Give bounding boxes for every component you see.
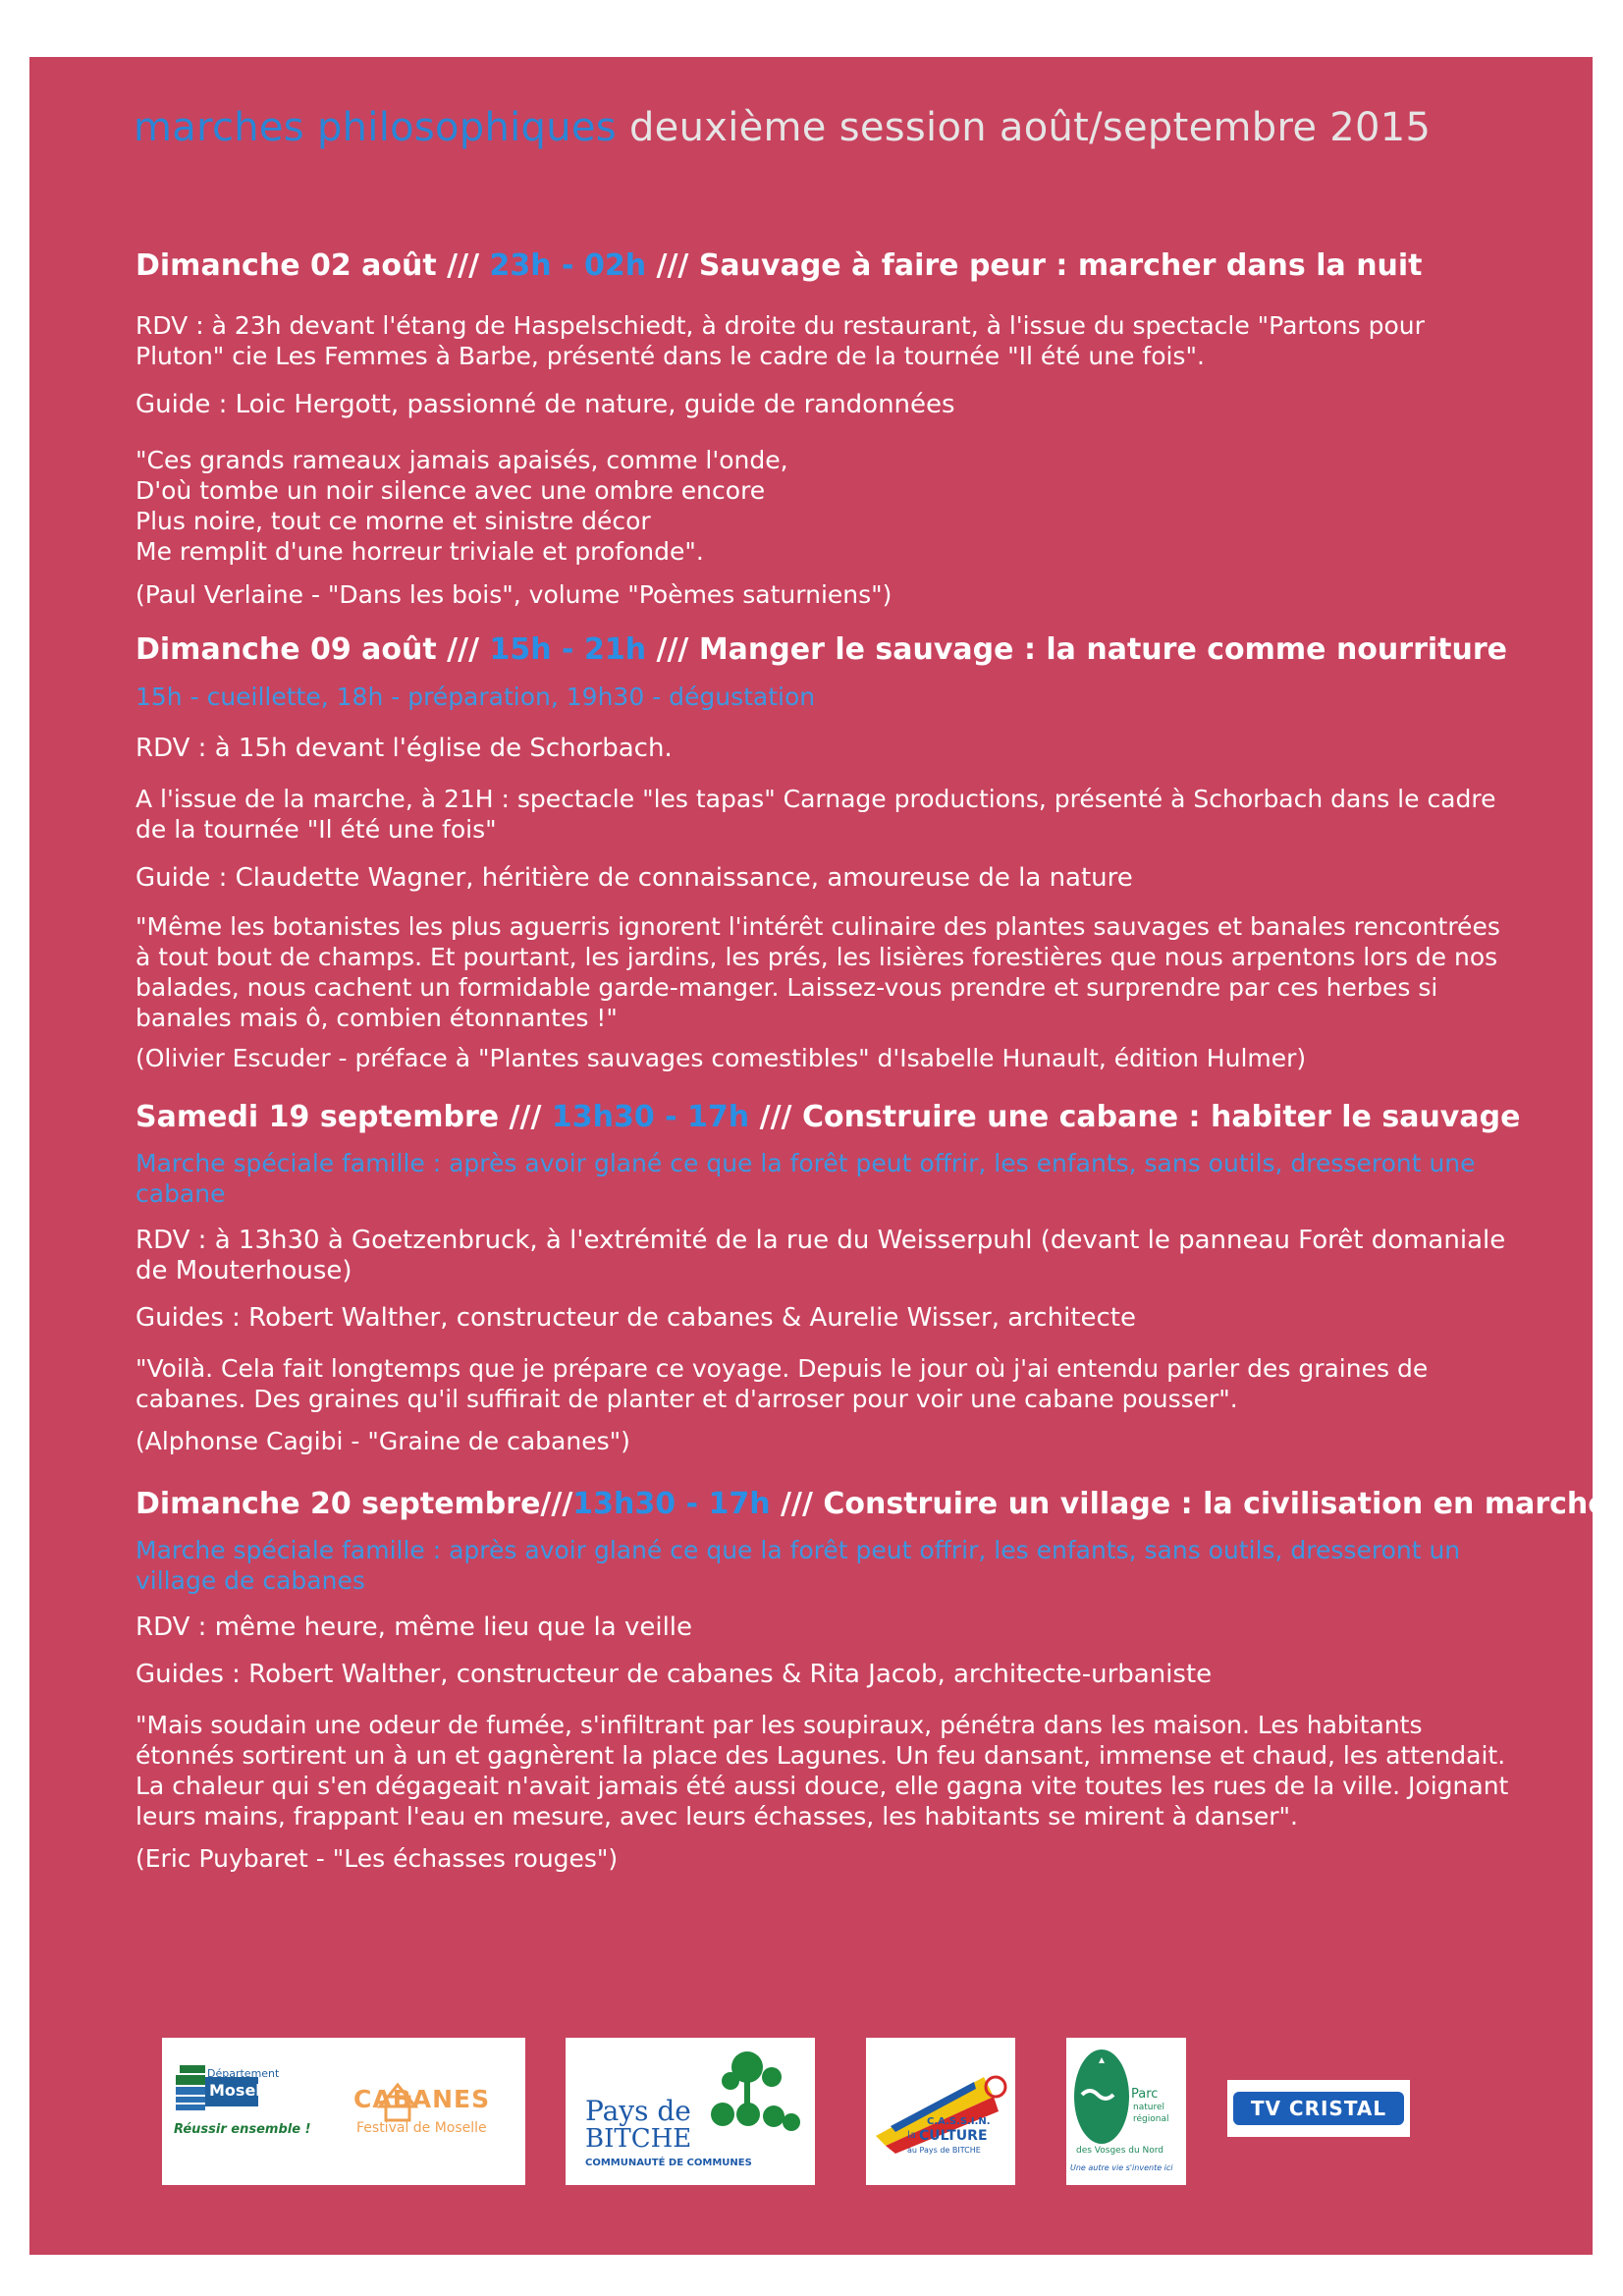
session-section bbox=[135, 1486, 1608, 1874]
logo-tv-cristal bbox=[1227, 2080, 1410, 2137]
cabanes-sub: Festival de Moselle bbox=[356, 2120, 487, 2136]
page-title bbox=[134, 105, 1432, 150]
session-guide: Guides : Robert Walther, constructeur de cabanes & Aurelie Wisser, architecte bbox=[135, 1303, 1136, 1333]
session-heading: Samedi 19 septembre /// 13h30 - 17h /// Construire une cabane : habiter le sauvage bbox=[135, 1100, 1521, 1134]
session-quote: "Mais soudain une odeur de fumée, s'infiltrant par les soupiraux, pénétra dans les maison. Les habitants étonnés sortirent un à un et gagnèrent la place des Lagunes. Un feu dansant, immense et chaud, les attendait. La chaleur qui s'en dégageait n'avait jamais été aussi douce, elle gagna vite toutes les rues de la ville. Joignant leurs mains, frappant l'eau en mesure, avec leurs échasses, les habitants se mirent à danser". bbox=[135, 1711, 1509, 1831]
bitche-line2: BITCHE bbox=[585, 2124, 692, 2154]
logo-cassin bbox=[866, 2038, 1015, 2185]
session-source: (Eric Puybaret - "Les échasses rouges") bbox=[135, 1844, 619, 1873]
cassin-culture: CULTURE bbox=[919, 2128, 988, 2144]
title-dates: août/septembre 2015 bbox=[999, 105, 1432, 150]
parc-word: Parc bbox=[1131, 2087, 1159, 2102]
cassin-name: C.A.S.S.I.N. bbox=[927, 2116, 991, 2127]
moselle-slogan: Réussir ensemble ! bbox=[174, 2122, 311, 2137]
parc-slogan: Une autre vie s'invente ici bbox=[1070, 2163, 1173, 2172]
session-section bbox=[135, 247, 1510, 610]
session-heading: Dimanche 20 septembre///13h30 - 17h /// Construire un village : la civilisation en marche bbox=[135, 1487, 1608, 1521]
bitche-sub: COMMUNAUTÉ DE COMMUNES bbox=[585, 2158, 752, 2168]
cassin-la: la bbox=[907, 2130, 916, 2141]
session-section bbox=[135, 1099, 1521, 1456]
session-rdv: RDV : à 15h devant l'église de Schorbach. bbox=[135, 734, 673, 763]
session-rdv: RDV : même heure, même lieu que la veille bbox=[135, 1613, 693, 1642]
tv-cristal-name: TV CRISTAL bbox=[1250, 2097, 1387, 2120]
partner-logos bbox=[0, 2038, 1623, 2195]
moselle-name: Moselle bbox=[209, 2081, 278, 2100]
session-quote: "Ces grands rameaux jamais apaisés, comme l'onde, D'où tombe un noir silence avec une ombre encore Plus noire, tout ce morne et sinistre décor Me remplit d'une horreur triviale et profonde". bbox=[135, 446, 788, 566]
bitche-line1: Pays de bbox=[585, 2095, 691, 2127]
logo-parc-vosges bbox=[1066, 2038, 1186, 2185]
session-schedule: 15h - cueillette, 18h - préparation, 19h30 - dégustation bbox=[135, 683, 816, 711]
program-content bbox=[135, 247, 1608, 1874]
session-guide: Guide : Claudette Wagner, héritière de connaissance, amoureuse de la nature bbox=[135, 863, 1133, 893]
parc-nature: naturel bbox=[1133, 2103, 1164, 2112]
session-source: (Olivier Escuder - préface à "Plantes sauvages comestibles" d'Isabelle Hunault, édition Hulmer) bbox=[135, 1044, 1307, 1072]
session-section bbox=[135, 631, 1510, 1073]
parc-regional: régional bbox=[1133, 2114, 1169, 2124]
title-session: deuxième session bbox=[628, 105, 987, 150]
session-guide: Guides : Robert Walther, constructeur de cabanes & Rita Jacob, architecte-urbaniste bbox=[135, 1660, 1213, 1689]
parc-name: des Vosges du Nord bbox=[1076, 2146, 1164, 2156]
session-extra: A l'issue de la marche, à 21H : spectacle "les tapas" Carnage productions, présenté à Schorbach dans le cadre de la tournée "Il été une fois" bbox=[135, 785, 1496, 844]
cassin-sub: au Pays de BITCHE bbox=[907, 2146, 981, 2155]
session-note: Marche spéciale famille : après avoir glané ce que la forêt peut offrir, les enfants, sans outils, dresseront une cabane bbox=[135, 1149, 1476, 1208]
logo-pays-de-bitche bbox=[566, 2038, 815, 2185]
cabanes-name: CABANES bbox=[353, 2085, 491, 2113]
logo-moselle-cabanes bbox=[162, 2038, 525, 2185]
moselle-dept: Département bbox=[207, 2067, 280, 2080]
session-source: (Paul Verlaine - "Dans les bois", volume "Poèmes saturniens") bbox=[135, 580, 893, 609]
session-rdv: RDV : à 13h30 à Goetzenbruck, à l'extrémité de la rue du Weisserpuhl (devant le panneau Forêt domaniale de Mouterhouse) bbox=[135, 1226, 1506, 1285]
session-heading: Dimanche 09 août /// 15h - 21h /// Manger le sauvage : la nature comme nourriture bbox=[135, 632, 1507, 667]
session-source: (Alphonse Cagibi - "Graine de cabanes") bbox=[135, 1427, 630, 1455]
session-heading: Dimanche 02 août /// 23h - 02h /// Sauvage à faire peur : marcher dans la nuit bbox=[135, 248, 1423, 283]
session-guide: Guide : Loic Hergott, passionné de nature, guide de randonnées bbox=[135, 390, 955, 419]
session-quote: "Voilà. Cela fait longtemps que je prépare ce voyage. Depuis le jour où j'ai entendu parler des graines de cabanes. Des graines qu'il suffirait de planter et d'arroser pour voir une cabane pousser". bbox=[135, 1354, 1429, 1413]
session-quote: "Même les botanistes les plus aguerris ignorent l'intérêt culinaire des plantes sauvages et banales rencontrées à tout bout de champs. Et pourtant, les jardins, les prés, les lisières forestières que nous arpentons lors de nos balades, nous cachent un formidable garde-manger. Laissez-vous prendre et surprendre par ces herbes si banales mais ô, combien étonnantes !" bbox=[135, 912, 1500, 1032]
cassin-swoosh-icon bbox=[866, 2038, 1015, 2185]
session-rdv: RDV : à 23h devant l'étang de Haspelschiedt, à droite du restaurant, à l'issue du spectacle "Partons pour Pluton" cie Les Femmes à Barbe, présenté dans le cadre de la tournée "Il été une fois". bbox=[135, 311, 1425, 370]
session-note: Marche spéciale famille : après avoir glané ce que la forêt peut offrir, les enfants, sans outils, dresseront un village de cabanes bbox=[135, 1536, 1461, 1595]
title-main: marches philosophiques bbox=[134, 105, 617, 150]
